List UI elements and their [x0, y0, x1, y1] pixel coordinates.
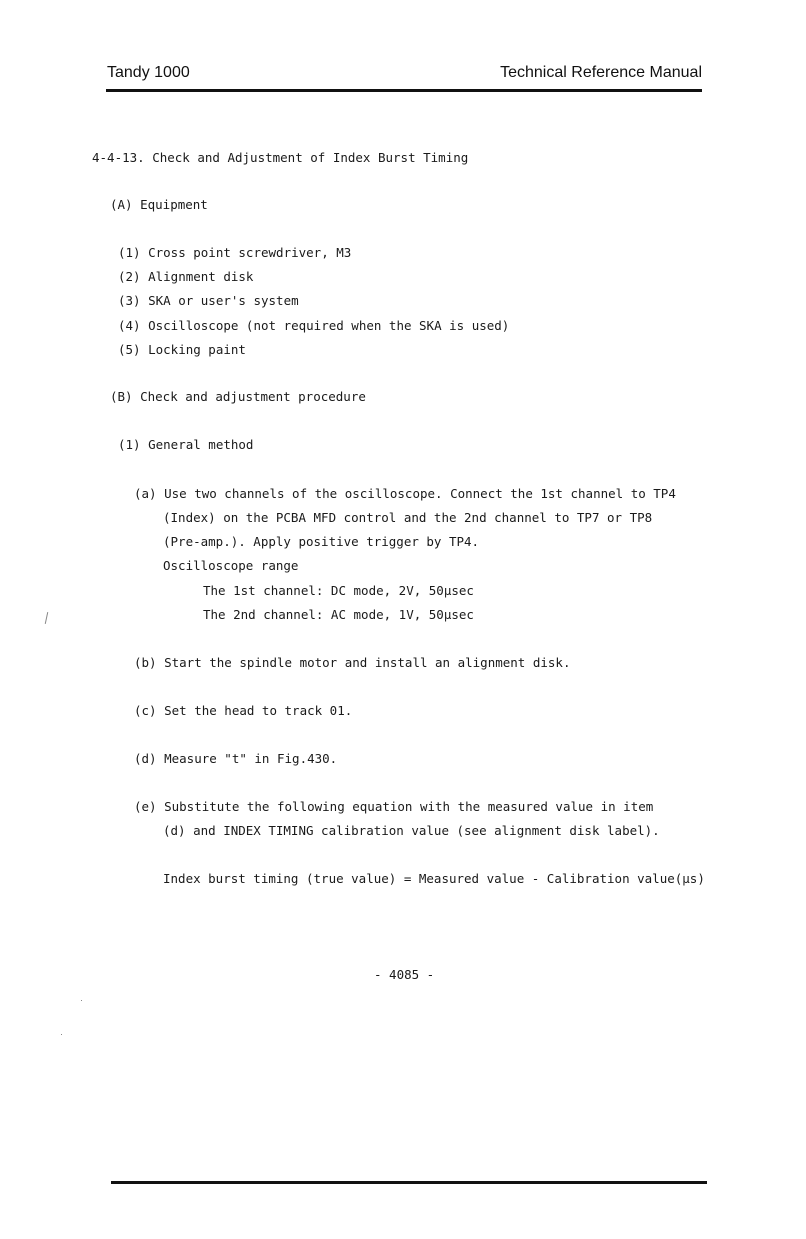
step-a-line: (Pre-amp.). Apply positive trigger by TP4.	[163, 534, 480, 549]
procedure-heading: (B) Check and adjustment procedure	[110, 389, 366, 404]
step-e-line: (d) and INDEX TIMING calibration value (see alignment disk label).	[163, 823, 660, 838]
header-rule	[106, 89, 702, 92]
step-e-line: (e) Substitute the following equation with the measured value in item	[134, 799, 654, 814]
step-d: (d) Measure "t" in Fig.430.	[134, 751, 338, 766]
equipment-item: (4) Oscilloscope (not required when the SKA is used)	[118, 318, 510, 333]
general-method-heading: (1) General method	[118, 437, 254, 452]
channel-2-setting: The 2nd channel: AC mode, 1V, 50μsec	[203, 607, 474, 622]
step-b: (b) Start the spindle motor and install an alignment disk.	[134, 655, 571, 670]
page-number: - 4085 -	[374, 967, 435, 982]
step-c: (c) Set the head to track 01.	[134, 703, 353, 718]
index-burst-equation: Index burst timing (true value) = Measured value - Calibration value(μs)	[163, 871, 705, 886]
step-a-line: (Index) on the PCBA MFD control and the 2nd channel to TP7 or TP8	[163, 510, 653, 525]
section-title: 4-4-13. Check and Adjustment of Index Burst Timing	[92, 150, 469, 165]
oscilloscope-range-label: Oscilloscope range	[163, 558, 299, 573]
equipment-item: (5) Locking paint	[118, 342, 246, 357]
header-manual-name: Technical Reference Manual	[500, 64, 702, 81]
equipment-item: (3) SKA or user's system	[118, 293, 299, 308]
step-a-line: (a) Use two channels of the oscilloscope. Connect the 1st channel to TP4	[134, 486, 676, 501]
scan-speck	[81, 1000, 82, 1001]
scan-speck	[61, 1034, 62, 1035]
scan-speck	[45, 612, 48, 624]
equipment-item: (1) Cross point screwdriver, M3	[118, 245, 352, 260]
equipment-heading: (A) Equipment	[110, 197, 208, 212]
equipment-item: (2) Alignment disk	[118, 269, 254, 284]
footer-rule	[111, 1181, 707, 1184]
header-title: Tandy 1000	[107, 64, 190, 81]
channel-1-setting: The 1st channel: DC mode, 2V, 50μsec	[203, 583, 474, 598]
